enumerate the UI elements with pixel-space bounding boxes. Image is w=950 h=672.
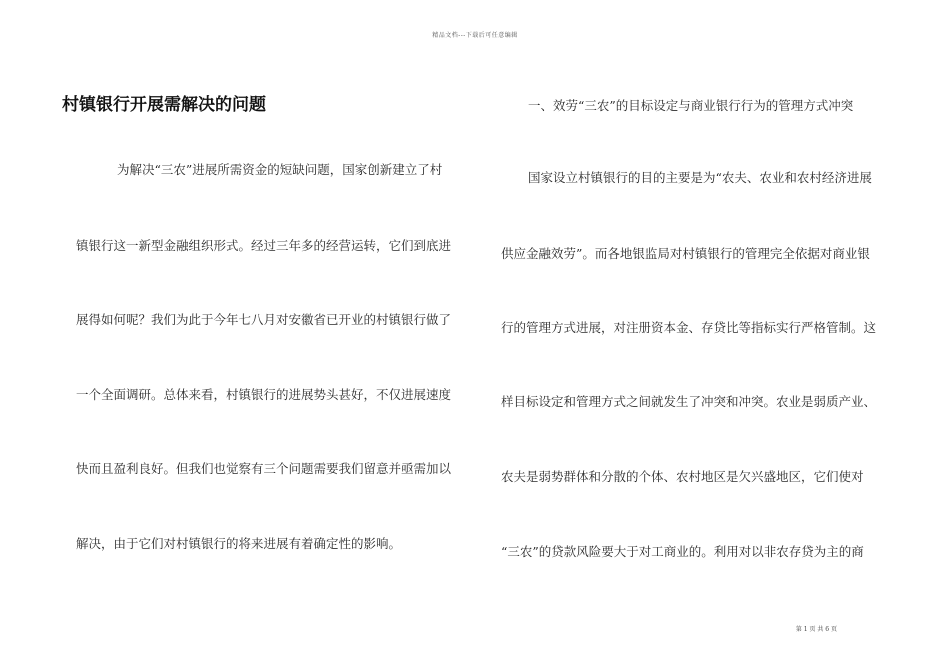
document-title: 村镇银行开展需解决的问题 bbox=[62, 95, 266, 115]
left-paragraph-line: 快而且盈利良好。但我们也觉察有三个问题需要我们留意并亟需加以 bbox=[76, 461, 452, 476]
page-number: 第 1 页 共 6 页 bbox=[795, 626, 837, 633]
right-paragraph-line: 行的管理方式进展，对注册资本金、存贷比等指标实行严格管制。这 bbox=[501, 320, 877, 335]
left-paragraph-line: 解决，由于它们对村镇银行的将来进展有着确定性的影响。 bbox=[76, 536, 402, 551]
right-paragraph-line: 国家设立村镇银行的目的主要是为“农夫、农业和农村经济进展 bbox=[528, 170, 872, 185]
right-paragraph-line: 样目标设定和管理方式之间就发生了冲突和冲突。农业是弱质产业、 bbox=[501, 394, 877, 409]
left-paragraph-line: 一个全面调研。总体来看，村镇银行的进展势头甚好，不仅进展速度 bbox=[76, 387, 452, 402]
section-heading: 一、效劳“三农”的目标设定与商业银行行为的管理方式冲突 bbox=[528, 98, 854, 113]
left-paragraph-line: 为解决“三农”进展所需资金的短缺问题，国家创新建立了村 bbox=[117, 162, 443, 177]
right-paragraph-line: 农夫是弱势群体和分散的个体、农村地区是欠兴盛地区，它们使对 bbox=[501, 469, 864, 484]
header-note: 精品文档---下载后可任意编辑 bbox=[432, 32, 518, 39]
left-paragraph-line: 展得如何呢？我们为此于今年七八月对安徽省已开业的村镇银行做了 bbox=[76, 312, 452, 327]
left-paragraph-line: 镇银行这一新型金融组织形式。经过三年多的经营运转，它们到底进 bbox=[76, 238, 452, 253]
right-paragraph-line: “三农”的贷款风险要大于对工商业的。利用对以非农存贷为主的商 bbox=[501, 544, 864, 559]
right-paragraph-line: 供应金融效劳”。而各地银监局对村镇银行的管理完全依据对商业银 bbox=[501, 246, 870, 261]
